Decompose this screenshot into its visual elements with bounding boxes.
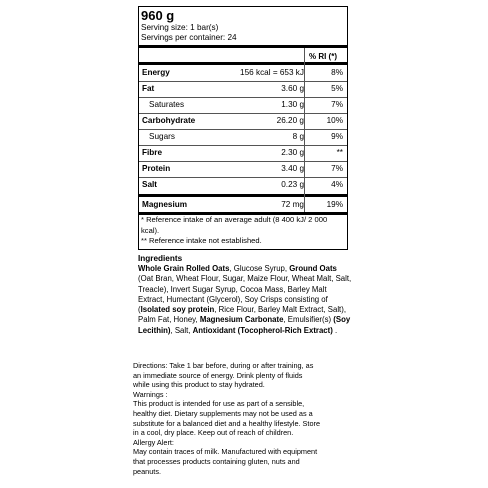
ingredients-title: Ingredients <box>138 254 183 263</box>
nutrient-label: Saturates <box>149 100 185 109</box>
text-line: an immediate source of energy. Drink plenty of fluids <box>133 370 303 380</box>
text-line: peanuts. <box>133 466 161 476</box>
nutrient-amount: 156 kcal = 653 kJ <box>240 68 304 77</box>
nutrient-label: Fat <box>142 84 155 93</box>
ingredients-text: Whole Grain Rolled Oats, Glucose Syrup, Ground Oats (Oat Bran, Wheat Flour, Sugar, Maize Flour, Wheat Malt, Salt, Treacle), Invert Sugar Syrup, Cocoa Mass, Barley Malt Extract, Humectant (Glycerol), Soy Crisps consisting of (Isolated soy protein, Rice Flour, Barley Malt Extract, Salt), Palm Fat, Honey, Magnesium Carbonate, Emulsifier(s) (Soy Lecithin), Salt, Antioxidant (Tocopherol-Rich Extract) . <box>138 264 352 335</box>
text-line: in a cool, dry place. Keep out of reach of children. <box>133 428 294 438</box>
nutrient-row-salt <box>139 177 347 193</box>
nutrient-row-protein <box>139 161 347 177</box>
nutrient-label: Energy <box>142 68 170 77</box>
text-line: May contain traces of milk. Manufactured with equipment <box>133 447 318 457</box>
nutrient-ri: 7% <box>331 164 343 173</box>
nutrient-amount: 3.60 g <box>281 84 304 93</box>
nutrient-label: Carbohydrate <box>142 116 196 125</box>
nutrient-ri: ** <box>336 148 343 157</box>
text-line: This product is intended for use as part of a sensible, <box>133 399 305 409</box>
nutrient-ri: 19% <box>326 200 343 209</box>
text-line: that processes products containing gluten, nuts and <box>133 456 300 466</box>
nutrient-ri: 7% <box>331 100 343 109</box>
nutrient-ri: 9% <box>331 132 343 141</box>
nutrient-ri: 5% <box>331 84 343 93</box>
nutrient-label: Fibre <box>142 148 163 157</box>
text-line: Allergy Alert: <box>133 437 174 447</box>
nutrient-row-fibre <box>139 145 347 161</box>
footnotes <box>141 215 346 247</box>
nutrient-amount: 8 g <box>292 132 304 141</box>
footnote-ri: * Reference intake of an average adult (8 400 kJ/ 2 000 kcal). <box>141 215 328 235</box>
net-weight: 960 g <box>141 8 175 23</box>
nutrient-amount: 3.40 g <box>281 164 304 173</box>
text-line: Directions: Take 1 bar before, during or after training, as <box>133 361 314 370</box>
nutrient-ri: 4% <box>331 180 343 189</box>
divider <box>139 45 347 48</box>
nutrient-amount: 2.30 g <box>281 148 304 157</box>
nutrient-row-energy <box>139 65 347 81</box>
directions-warnings-text <box>133 361 361 476</box>
nutrient-amount: 1.30 g <box>281 100 304 109</box>
column-separator <box>304 48 305 212</box>
nutrient-label: Protein <box>142 164 171 173</box>
text-line: substitute for a balanced diet and a healthy lifestyle. Store <box>133 418 320 428</box>
ri-column-header: % RI (*) <box>309 52 337 61</box>
nutrient-label: Magnesium <box>142 200 188 209</box>
nutrient-row-carbohydrate <box>139 113 347 129</box>
nutrient-amount: 26.20 g <box>276 116 304 125</box>
nutrient-row-saturates <box>139 97 347 113</box>
nutrient-ri: 10% <box>326 116 343 125</box>
text-line: healthy diet. Dietary supplements may not be used as a <box>133 408 313 418</box>
nutrient-amount: 72 mg <box>281 200 304 209</box>
footnote-not-established: ** Reference intake not established. <box>141 236 262 245</box>
nutrient-label: Salt <box>142 180 158 189</box>
nutrient-label: Sugars <box>149 132 175 141</box>
serving-size: Serving size: 1 bar(s) <box>141 23 219 32</box>
servings-per-container: Servings per container: 24 <box>141 33 237 42</box>
nutrient-row-fat <box>139 81 347 97</box>
text-line: Warnings : <box>133 389 168 399</box>
text-line: while using this product to stay hydrated. <box>133 380 265 390</box>
nutrient-amount: 0.23 g <box>281 180 304 189</box>
nutrient-row-magnesium <box>139 197 347 213</box>
nutrient-row-sugars <box>139 129 347 145</box>
nutrient-ri: 8% <box>331 68 343 77</box>
